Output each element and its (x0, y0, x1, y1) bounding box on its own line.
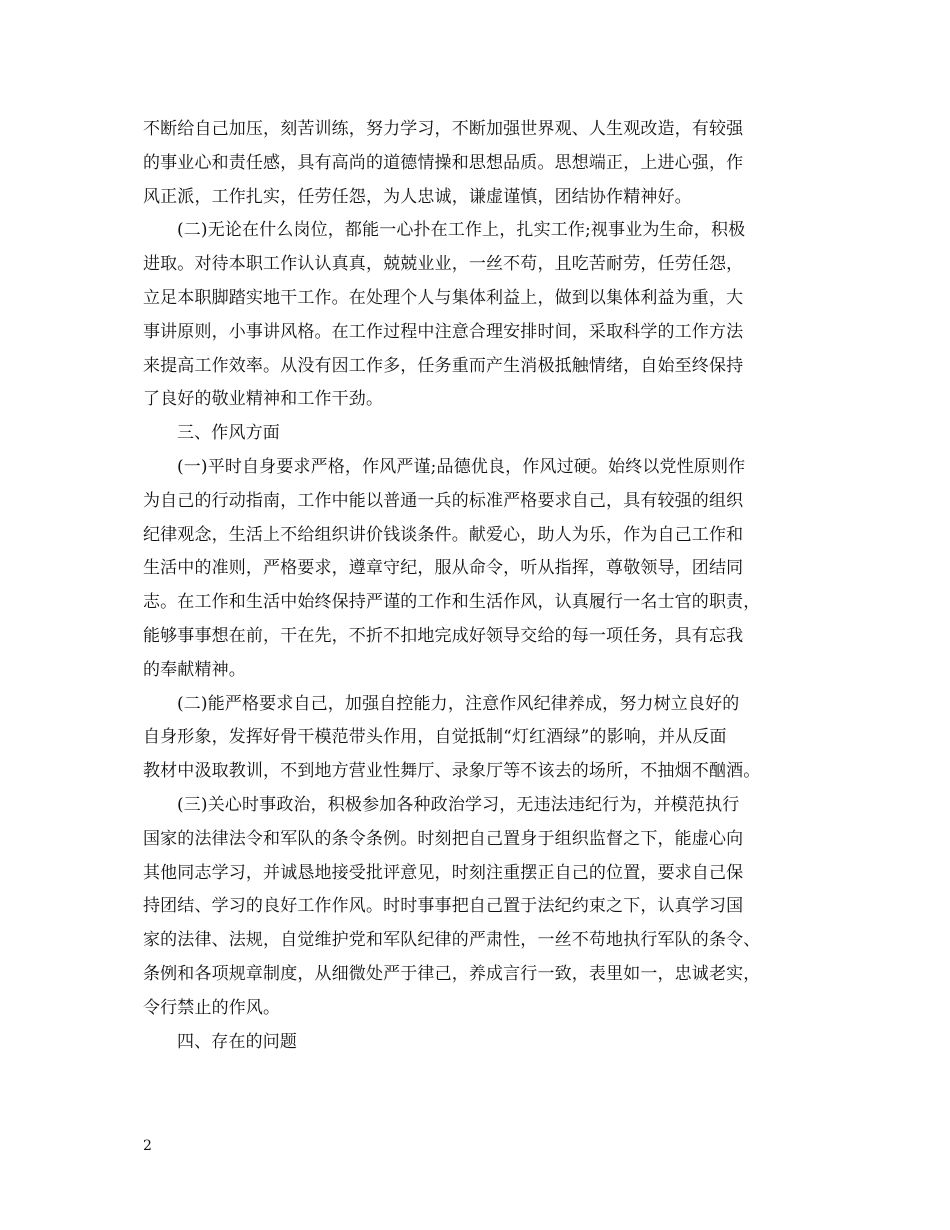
text-line: 令行禁止的作风。 (143, 997, 281, 1018)
paragraph (143, 451, 811, 688)
text-line: 的奉献精神。 (143, 659, 246, 680)
text-line: 立足本职脚踏实地干工作。在处理个人与集体利益上，做到以集体利益为重，大 (143, 287, 744, 308)
text-line: 其他同志学习，并诚恳地接受批评意见，时刻注重摆正自己的位置，要求自己保 (143, 862, 744, 883)
text-line: 进取。对待本职工作认认真真，兢兢业业，一丝不苟，且吃苦耐劳，任劳任怨， (143, 254, 744, 275)
paragraph (143, 789, 811, 1026)
text-line: 事讲原则，小事讲风格。在工作过程中注意合理安排时间，采取科学的工作方法 (143, 321, 744, 342)
text-line: 自身形象，发挥好骨干模范带头作用，自觉抵制“灯红酒绿”的影响，并从反面 (143, 727, 727, 748)
text-line: 条例和各项规章制度，从细微处严于律己，养成言行一致，表里如一，忠诚老实， (143, 963, 761, 984)
text-line: 风正派，工作扎实，任劳任怨，为人忠诚，谦虚谨慎，团结协作精神好。 (143, 186, 692, 207)
text-line: 四、存在的问题 (177, 1031, 298, 1052)
text-line: 不断给自己加压，刻苦训练，努力学习，不断加强世界观、人生观改造，有较强 (143, 119, 744, 139)
text-line: 来提高工作效率。从没有因工作多，任务重而产生消极抵触情绪，自始至终保持 (143, 355, 744, 376)
text-line: 家的法律、法规，自觉维护党和军队纪律的严肃性，一丝不苟地执行军队的条令、 (143, 930, 761, 951)
text-line: 能够事事想在前，干在先，不折不扣地完成好领导交给的每一项任务，具有忘我 (143, 625, 744, 646)
text-line: 持团结、学习的良好工作作风。时时事事把自己置于法纪约束之下，认真学习国 (143, 896, 744, 917)
paragraph (143, 688, 811, 789)
text-line: (一)平时自身要求严格，作风严谨;品德优良，作风过硬。始终以党性原则作 (177, 456, 746, 477)
text-line: 为自己的行动指南，工作中能以普通一兵的标准严格要求自己，具有较强的组织 (143, 490, 744, 511)
text-line: 志。在工作和生活中始终保持严谨的工作和生活作风，认真履行一名士官的职责， (143, 592, 761, 613)
text-line: 了良好的敬业精神和工作干劲。 (143, 389, 384, 410)
paragraph (143, 417, 811, 451)
text-line: 的事业心和责任感，具有高尚的道德情操和思想品质。思想端正，上进心强，作 (143, 152, 744, 173)
text-line: 纪律观念，生活上不给组织讲价钱谈条件。献爱心，助人为乐，作为自己工作和 (143, 524, 744, 545)
text-line: 三、作风方面 (177, 423, 280, 444)
text-line: 国家的法律法令和军队的条令条例。时刻把自己置身于组织监督之下，能虚心向 (143, 828, 744, 849)
document-body (143, 113, 811, 1059)
paragraph (143, 113, 811, 214)
paragraph (143, 1026, 811, 1060)
paragraph (143, 214, 811, 417)
text-line: 教材中汲取教训，不到地方营业性舞厅、录象厅等不该去的场所，不抽烟不酗酒。 (143, 761, 761, 782)
text-line: (二)能严格要求自己，加强自控能力，注意作风纪律养成，努力树立良好的 (177, 693, 740, 714)
text-line: 生活中的准则，严格要求，遵章守纪，服从命令，听从指挥，尊敬领导，团结同 (143, 558, 744, 579)
text-line: (三)关心时事政治，积极参加各种政治学习，无违法违纪行为，并模范执行 (177, 794, 740, 815)
page-number: 2 (143, 1138, 152, 1154)
text-line: (二)无论在什么岗位，都能一心扑在工作上，扎实工作;视事业为生命，积极 (177, 220, 746, 241)
